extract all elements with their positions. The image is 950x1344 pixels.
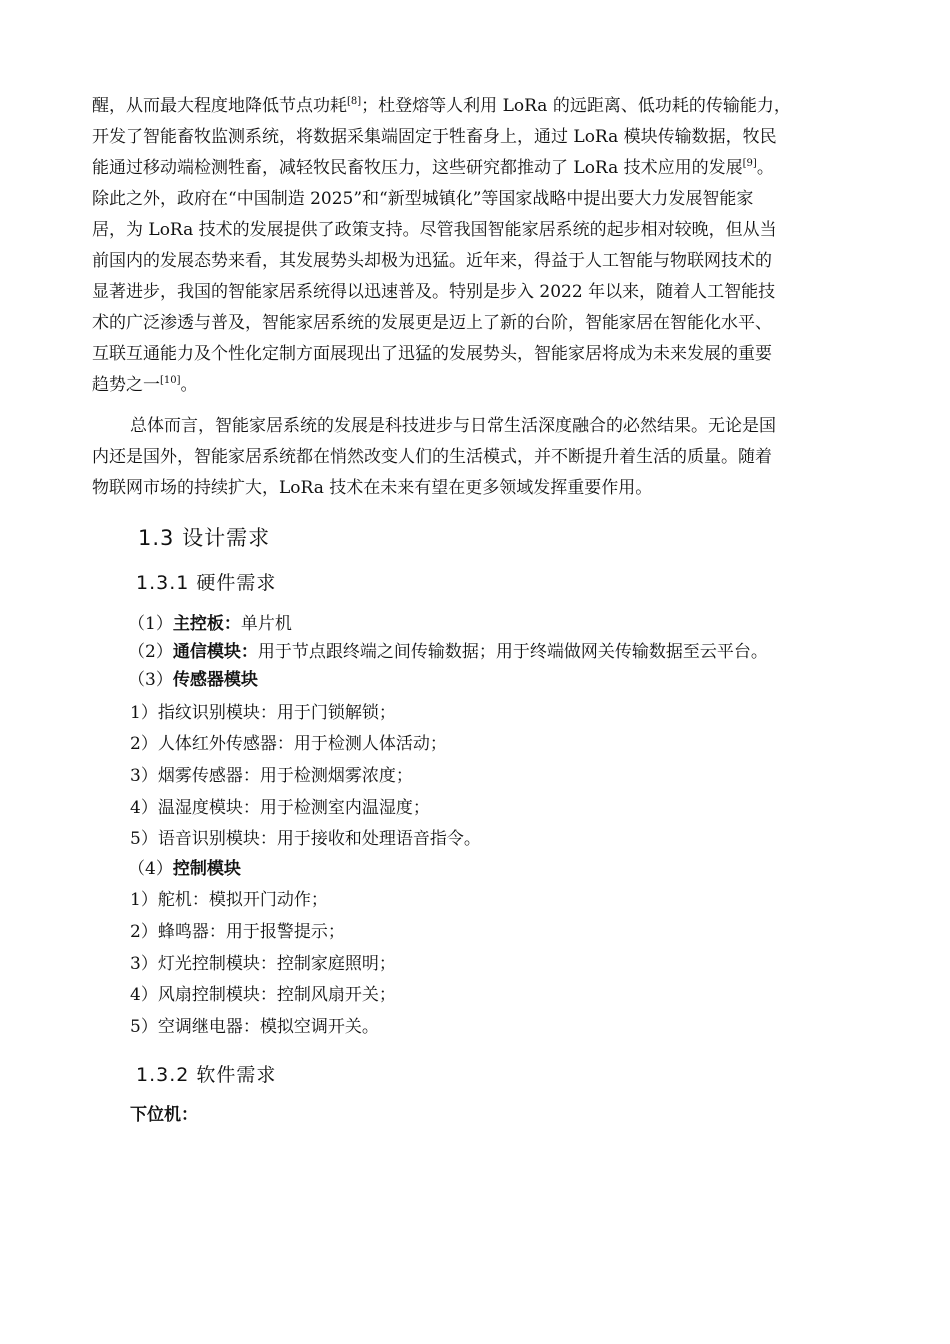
body-paragraph-1 bbox=[92, 91, 860, 401]
paragraph-line: 开发了智能畜牧监测系统，将数据采集端固定于牲畜身上，通过 LoRa 模块传输数据，牧民 bbox=[92, 127, 777, 147]
paragraph-line: 趋势之一[10]。 bbox=[92, 375, 198, 395]
control-item: 2）蜂鸣器：用于报警提示； bbox=[130, 922, 345, 942]
sensor-item: 2）人体红外传感器：用于检测人体活动； bbox=[130, 734, 447, 754]
section-heading-1-3: 1.3 设计需求 bbox=[138, 526, 271, 550]
paragraph-line: 显著进步，我国的智能家居系统得以迅速普及。特别是步入 2022 年以来，随着人工智能技 bbox=[92, 282, 776, 302]
section-heading-1-3-1: 1.3.1 硬件需求 bbox=[136, 572, 277, 594]
control-item: 1）舵机：模拟开门动作； bbox=[130, 890, 328, 910]
hardware-main-board: （1）主控板：单片机 bbox=[128, 614, 292, 634]
section-heading-1-3-2: 1.3.2 软件需求 bbox=[136, 1064, 277, 1086]
sensor-item: 3）烟雾传感器：用于检测烟雾浓度； bbox=[130, 766, 413, 786]
hardware-comm-module: （2）通信模块：用于节点跟终端之间传输数据；用于终端做网关传输数据至云平台。 bbox=[128, 642, 768, 662]
paragraph-line: 术的广泛渗透与普及，智能家居系统的发展更是迈上了新的台阶，智能家居在智能化水平、 bbox=[92, 313, 772, 333]
citation[interactable]: [8] bbox=[347, 96, 362, 107]
paragraph-line: 除此之外，政府在“中国制造 2025”和“新型城镇化”等国家战略中提出要大力发展智能家 bbox=[92, 189, 754, 209]
paragraph-line: 内还是国外，智能家居系统都在悄然改变人们的生活模式，并不断提升着生活的质量。随着 bbox=[92, 447, 772, 467]
sensor-item: 5）语音识别模块：用于接收和处理语音指令。 bbox=[130, 829, 481, 849]
sensor-item: 1）指纹识别模块：用于门锁解锁； bbox=[130, 703, 396, 723]
control-item: 3）灯光控制模块：控制家庭照明； bbox=[130, 954, 396, 974]
control-item: 4）风扇控制模块：控制风扇开关； bbox=[130, 985, 396, 1005]
citation[interactable]: [10] bbox=[160, 375, 181, 386]
paragraph-line: 能通过移动端检测牲畜，减轻牧民畜牧压力，这些研究都推动了 LoRa 技术应用的发展[9]。 bbox=[92, 158, 774, 178]
paragraph-line: 总体而言，智能家居系统的发展是科技进步与日常生活深度融合的必然结果。无论是国 bbox=[130, 416, 776, 436]
paragraph-line: 互联互通能力及个性化定制方面展现出了迅猛的发展势头，智能家居将成为未来发展的重要 bbox=[92, 344, 772, 364]
citation[interactable]: [9] bbox=[742, 158, 757, 169]
body-paragraph-2 bbox=[92, 411, 860, 504]
paragraph-line: 物联网市场的持续扩大，LoRa 技术在未来有望在更多领域发挥重要作用。 bbox=[92, 478, 653, 498]
software-lower-computer-label: 下位机： bbox=[130, 1105, 198, 1125]
hardware-control-module: （4）控制模块 bbox=[128, 859, 241, 879]
sensor-item: 4）温湿度模块：用于检测室内温湿度； bbox=[130, 798, 430, 818]
paragraph-line: 居，为 LoRa 技术的发展提供了政策支持。尽管我国智能家居系统的起步相对较晚，但从当 bbox=[92, 220, 777, 240]
paragraph-line: 前国内的发展态势来看，其发展势头却极为迅猛。近年来，得益于人工智能与物联网技术的 bbox=[92, 251, 772, 271]
paragraph-line: 醒，从而最大程度地降低节点功耗[8]；杜登熔等人利用 LoRa 的远距离、低功耗的传输能力， bbox=[92, 96, 791, 116]
hardware-sensor-module: （3）传感器模块 bbox=[128, 670, 258, 690]
control-item: 5）空调继电器：模拟空调开关。 bbox=[130, 1017, 379, 1037]
